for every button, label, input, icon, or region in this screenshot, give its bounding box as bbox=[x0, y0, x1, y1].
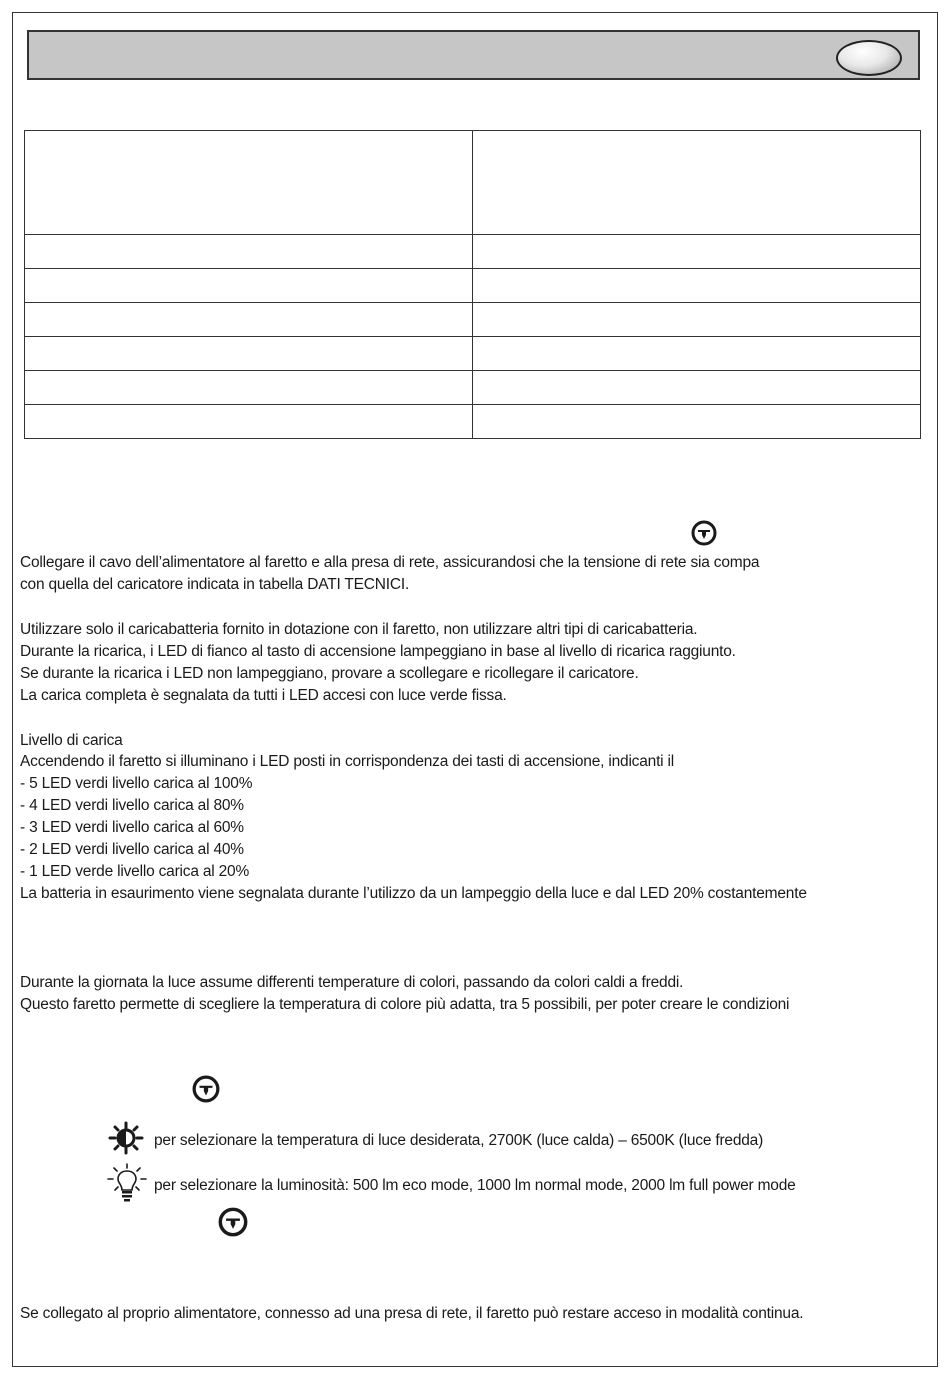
table-cell bbox=[25, 303, 473, 337]
charge-level-title: Livello di carica bbox=[20, 732, 123, 749]
brightness-control-text: per selezionare la luminosità: 500 lm eco mode, 1000 lm normal mode, 2000 lm full power mode bbox=[154, 1176, 796, 1194]
table-cell bbox=[25, 235, 473, 269]
table-row bbox=[25, 337, 921, 371]
table-cell bbox=[25, 337, 473, 371]
low-battery-text: La batteria in esaurimento viene segnalata durante l’utilizzo da un lampeggio della luce e dal LED 20% costantemente bbox=[20, 885, 807, 902]
table-cell bbox=[473, 337, 921, 371]
table-cell bbox=[25, 371, 473, 405]
table-cell bbox=[25, 269, 473, 303]
language-badge bbox=[836, 40, 902, 76]
table-cell bbox=[473, 371, 921, 405]
table-row bbox=[25, 235, 921, 269]
charging-paragraph-line: Utilizzare solo il caricabatteria fornito in dotazione con il faretto, non utilizzare altri tipi di caricabatteria. bbox=[20, 621, 698, 638]
table-cell bbox=[473, 405, 921, 439]
charging-paragraph-line: Se durante la ricarica i LED non lampeggiano, provare a scollegare e ricollegare il caricatore. bbox=[20, 665, 639, 682]
charging-paragraph-line: Durante la ricarica, i LED di fianco al tasto di accensione lampeggiano in base al livello di ricarica raggiunto. bbox=[20, 643, 736, 660]
table-cell bbox=[473, 269, 921, 303]
table-cell bbox=[473, 131, 921, 235]
table-row bbox=[25, 131, 921, 235]
temperature-control-text: per selezionare la temperatura di luce desiderata, 2700K (luce calda) – 6500K (luce fredda) bbox=[154, 1131, 764, 1149]
color-temperature-line: Durante la giornata la luce assume differenti temperature di colori, passando da colori caldi a freddi. bbox=[20, 974, 684, 991]
half-sun-icon bbox=[106, 1121, 146, 1160]
power-button-icon bbox=[192, 1075, 218, 1101]
charging-paragraph-line: Collegare il cavo dell’alimentatore al faretto e alla presa di rete, assicurandosi che la tensione di rete sia compa bbox=[20, 554, 760, 571]
power-button-icon bbox=[691, 520, 717, 546]
table-row bbox=[25, 405, 921, 439]
table-cell bbox=[473, 235, 921, 269]
charging-paragraph-line: con quella del caricatore indicata in tabella DATI TECNICI. bbox=[20, 576, 410, 593]
table-cell bbox=[25, 131, 473, 235]
table-cell bbox=[473, 303, 921, 337]
charge-level-item: - 5 LED verdi livello carica al 100% bbox=[20, 775, 253, 792]
lightbulb-icon bbox=[106, 1163, 148, 1208]
charge-level-item: - 3 LED verdi livello carica al 60% bbox=[20, 819, 244, 836]
brightness-control-row bbox=[106, 1163, 796, 1208]
charge-level-item: - 4 LED verdi livello carica al 80% bbox=[20, 797, 244, 814]
charge-level-item: - 2 LED verdi livello carica al 40% bbox=[20, 841, 244, 858]
charge-level-item: - 1 LED verde livello carica al 20% bbox=[20, 863, 250, 880]
charge-level-intro: Accendendo il faretto si illuminano i LED posti in corrispondenza dei tasti di accensione, indicanti il bbox=[20, 753, 675, 770]
charging-paragraph-line: La carica completa è segnalata da tutti i LED accesi con luce verde fissa. bbox=[20, 687, 507, 704]
continuous-mode-text: Se collegato al proprio alimentatore, connesso ad una presa di rete, il faretto può restare acceso in modalità continua. bbox=[20, 1305, 804, 1322]
table-cell bbox=[25, 405, 473, 439]
table-row bbox=[25, 269, 921, 303]
section-header-bar bbox=[27, 30, 920, 80]
power-button-icon bbox=[218, 1207, 244, 1233]
technical-data-table bbox=[24, 130, 921, 439]
table-row bbox=[25, 371, 921, 405]
temperature-control-row bbox=[106, 1121, 763, 1160]
table-row bbox=[25, 303, 921, 337]
color-temperature-line: Questo faretto permette di scegliere la temperatura di colore più adatta, tra 5 possibili, per poter creare le condizioni bbox=[20, 996, 790, 1013]
